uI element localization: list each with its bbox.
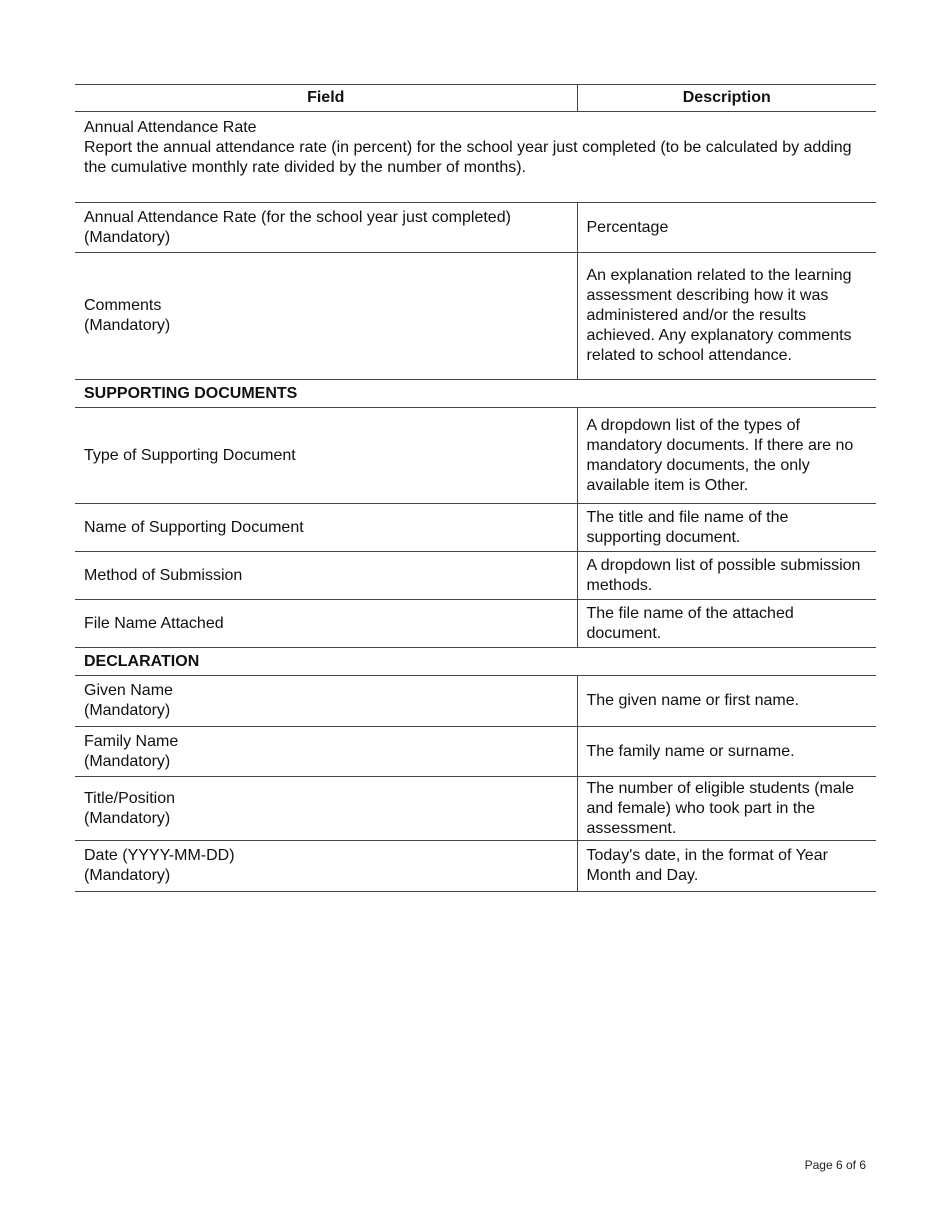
mandatory-note: (Mandatory) [84, 867, 171, 884]
table-row [75, 504, 876, 552]
header-description: Description [577, 85, 876, 112]
description-cell: The file name of the attached document. [577, 600, 876, 648]
field-cell [75, 676, 577, 727]
description-cell: The family name or surname. [577, 727, 876, 777]
table-row [75, 676, 876, 727]
page-number: Page 6 of 6 [804, 1158, 866, 1172]
description-cell: Percentage [577, 203, 876, 253]
intro-title: Annual Attendance Rate [84, 119, 257, 136]
table-row [75, 600, 876, 648]
field-cell: Name of Supporting Document [75, 504, 577, 552]
mandatory-note: (Mandatory) [84, 702, 171, 719]
field-cell: Method of Submission [75, 552, 577, 600]
header-field: Field [75, 85, 577, 112]
field-label: Family Name [84, 732, 179, 750]
description-cell: An explanation related to the learning assessment describing how it was administered and/or the results achieved. Any explanatory comments related to school attendance. [577, 253, 876, 380]
section-row-declaration [75, 648, 876, 676]
description-cell: The number of eligible students (male and female) who took part in the assessment. [577, 777, 876, 841]
field-label: Comments [84, 297, 162, 314]
description-cell: A dropdown list of the types of mandatory documents. If there are no mandatory documents, the only available item is Other. [577, 408, 876, 504]
mandatory-note: (Mandatory) [84, 317, 171, 334]
table-header-row [75, 85, 876, 112]
field-cell: Type of Supporting Document [75, 408, 577, 504]
field-label: Given Name [84, 682, 173, 699]
field-cell [75, 841, 577, 892]
field-cell [75, 253, 577, 380]
intro-cell [75, 112, 876, 203]
intro-text: Report the annual attendance rate (in percent) for the school year just completed (to be calculated by adding the cumulative monthly rate divided by the number of months). [84, 139, 852, 176]
section-row-supporting-documents [75, 380, 876, 408]
description-cell: Today's date, in the format of Year Month and Day. [577, 841, 876, 892]
description-cell: The given name or first name. [577, 676, 876, 727]
table-row [75, 552, 876, 600]
table-row [75, 203, 876, 253]
table-row [75, 841, 876, 892]
field-cell [75, 203, 577, 253]
table-row [75, 253, 876, 380]
table-row [75, 408, 876, 504]
field-cell [75, 777, 577, 841]
intro-row [75, 112, 876, 203]
table-row [75, 777, 876, 841]
field-cell [75, 727, 577, 777]
description-cell: A dropdown list of possible submission methods. [577, 552, 876, 600]
field-label: Title/Position [84, 789, 175, 807]
field-label: Annual Attendance Rate (for the school year just completed) [84, 208, 511, 226]
mandatory-note: (Mandatory) [84, 809, 171, 827]
table-row [75, 727, 876, 777]
description-cell: The title and file name of the supporting document. [577, 504, 876, 552]
section-title: SUPPORTING DOCUMENTS [75, 380, 876, 408]
section-title: DECLARATION [75, 648, 876, 676]
field-label: Date (YYYY-MM-DD) [84, 847, 235, 864]
field-description-table [75, 84, 876, 892]
field-cell: File Name Attached [75, 600, 577, 648]
mandatory-note: (Mandatory) [84, 228, 171, 246]
mandatory-note: (Mandatory) [84, 752, 171, 770]
